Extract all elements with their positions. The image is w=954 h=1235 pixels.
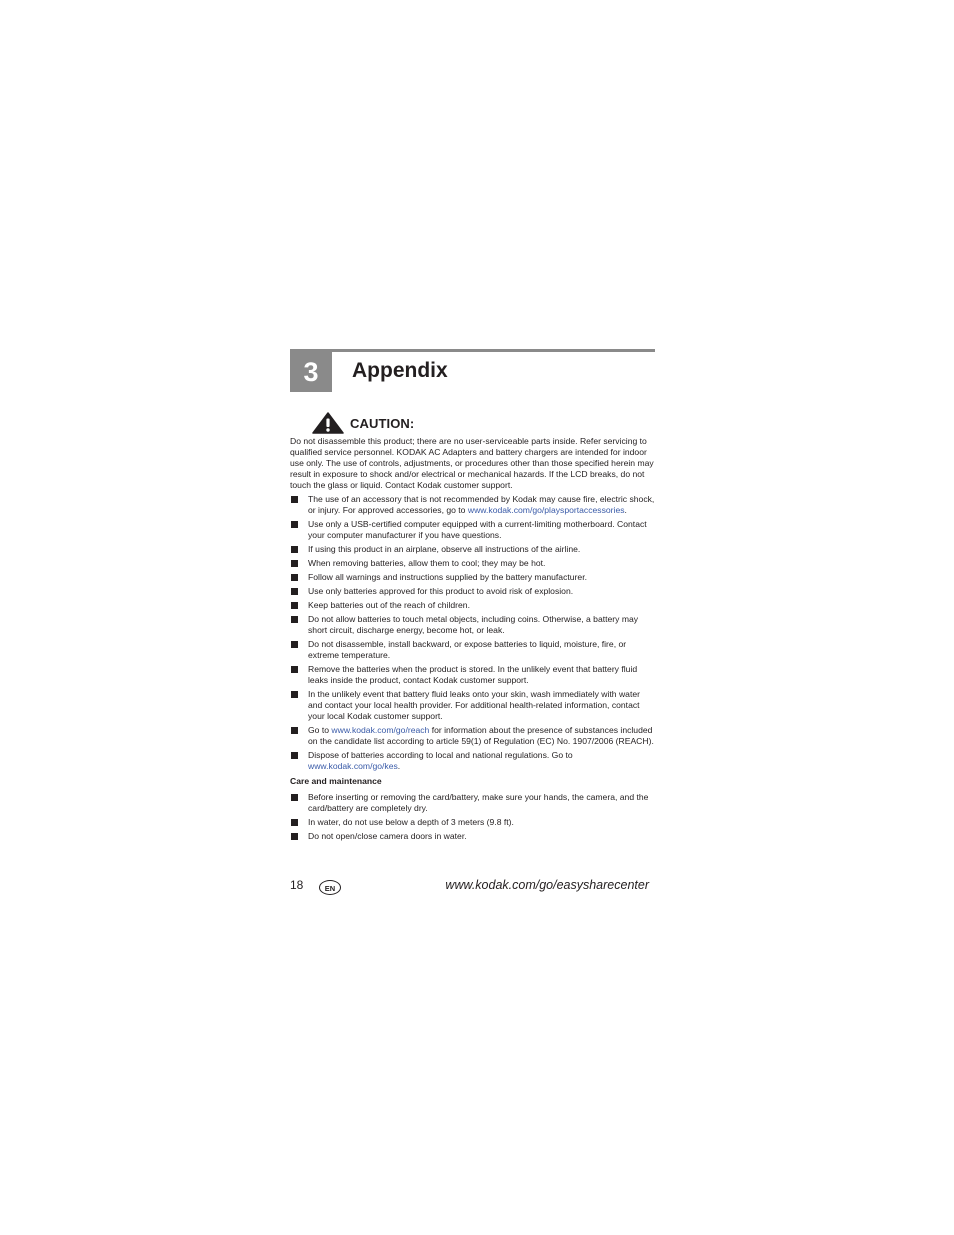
care-heading: Care and maintenance bbox=[290, 776, 382, 786]
bullet-square bbox=[291, 727, 298, 734]
bullet-square bbox=[291, 752, 298, 759]
bullet-square bbox=[291, 560, 298, 567]
footer-url-link[interactable]: www.kodak.com/go/easysharecenter bbox=[445, 878, 649, 892]
warning-icon bbox=[312, 412, 344, 434]
list-item: If using this product in an airplane, observe all instructions of the airline. bbox=[290, 544, 655, 555]
appendix-body bbox=[290, 436, 655, 845]
bullet-square bbox=[291, 546, 298, 553]
bullet-square bbox=[291, 496, 298, 503]
reach-link[interactable]: www.kodak.com/go/reach bbox=[331, 725, 430, 735]
bullet-square bbox=[291, 794, 298, 801]
playsport-accessories-link[interactable]: www.kodak.com/go/playsportaccessories bbox=[467, 505, 625, 515]
list-item: Before inserting or removing the card/battery, make sure your hands, the camera, and the card/battery are completely dry. bbox=[290, 792, 655, 814]
kes-link[interactable]: www.kodak.com/go/kes bbox=[308, 761, 398, 771]
list-item: The use of an accessory that is not recommended by Kodak may cause fire, electric shock, or injury. For approved accessories, go to www.kodak.com/go/playsportaccessories. bbox=[290, 494, 655, 516]
bullet-square bbox=[291, 588, 298, 595]
list-item: Remove the batteries when the product is stored. In the unlikely event that battery fluid leaks inside the product, contact Kodak customer support. bbox=[290, 664, 655, 686]
bullet-square bbox=[291, 819, 298, 826]
bullet-square bbox=[291, 691, 298, 698]
list-item: Use only batteries approved for this product to avoid risk of explosion. bbox=[290, 586, 655, 597]
list-item: In water, do not use below a depth of 3 meters (9.8 ft). bbox=[290, 817, 655, 828]
page-number: 18 bbox=[290, 878, 304, 892]
bullet-square bbox=[291, 641, 298, 648]
chapter-rule bbox=[290, 349, 655, 352]
caution-heading bbox=[312, 412, 414, 434]
bullet-square bbox=[291, 521, 298, 528]
caution-intro: Do not disassemble this product; there are no user-serviceable parts inside. Refer servicing to qualified service personnel. KODAK AC Adapters and battery chargers are intended for indoor use only. The use of controls, adjustments, or procedures other than those specified herein may result in exposure to shock and/or electrical or mechanical hazards. If the LCD breaks, do not touch the glass or liquid. Contact Kodak customer support. bbox=[290, 436, 654, 490]
list-item: Dispose of batteries according to local and national regulations. Go to www.kodak.com/go/kes. bbox=[290, 750, 655, 772]
bullet-square bbox=[291, 666, 298, 673]
list-item: In the unlikely event that battery fluid leaks onto your skin, wash immediately with water and contact your local health provider. For additional health-related information, contact your local Kodak customer support. bbox=[290, 689, 655, 722]
list-item: When removing batteries, allow them to cool; they may be hot. bbox=[290, 558, 655, 569]
chapter-number: 3 bbox=[290, 352, 332, 392]
language-badge: EN bbox=[319, 880, 341, 895]
page-footer bbox=[290, 877, 655, 899]
bullet-square bbox=[291, 833, 298, 840]
caution-label: CAUTION: bbox=[350, 415, 415, 431]
list-item: Go to www.kodak.com/go/reach for information about the presence of substances included on the candidate list according to article 59(1) of Regulation (EC) No. 1907/2006 (REACH). bbox=[290, 725, 655, 747]
chapter-title: Appendix bbox=[352, 359, 448, 382]
list-item: Follow all warnings and instructions supplied by the battery manufacturer. bbox=[290, 572, 655, 583]
care-list bbox=[290, 792, 655, 842]
caution-list bbox=[290, 494, 655, 772]
list-item: Do not open/close camera doors in water. bbox=[290, 831, 655, 842]
list-item: Do not disassemble, install backward, or expose batteries to liquid, moisture, fire, or extreme temperature. bbox=[290, 639, 655, 661]
bullet-square bbox=[291, 616, 298, 623]
list-item: Keep batteries out of the reach of children. bbox=[290, 600, 655, 611]
list-item: Use only a USB-certified computer equipped with a current-limiting motherboard. Contact your computer manufacturer if you have questions. bbox=[290, 519, 655, 541]
list-item: Do not allow batteries to touch metal objects, including coins. Otherwise, a battery may short circuit, discharge energy, become hot, or leak. bbox=[290, 614, 655, 636]
bullet-square bbox=[291, 602, 298, 609]
bullet-square bbox=[291, 574, 298, 581]
